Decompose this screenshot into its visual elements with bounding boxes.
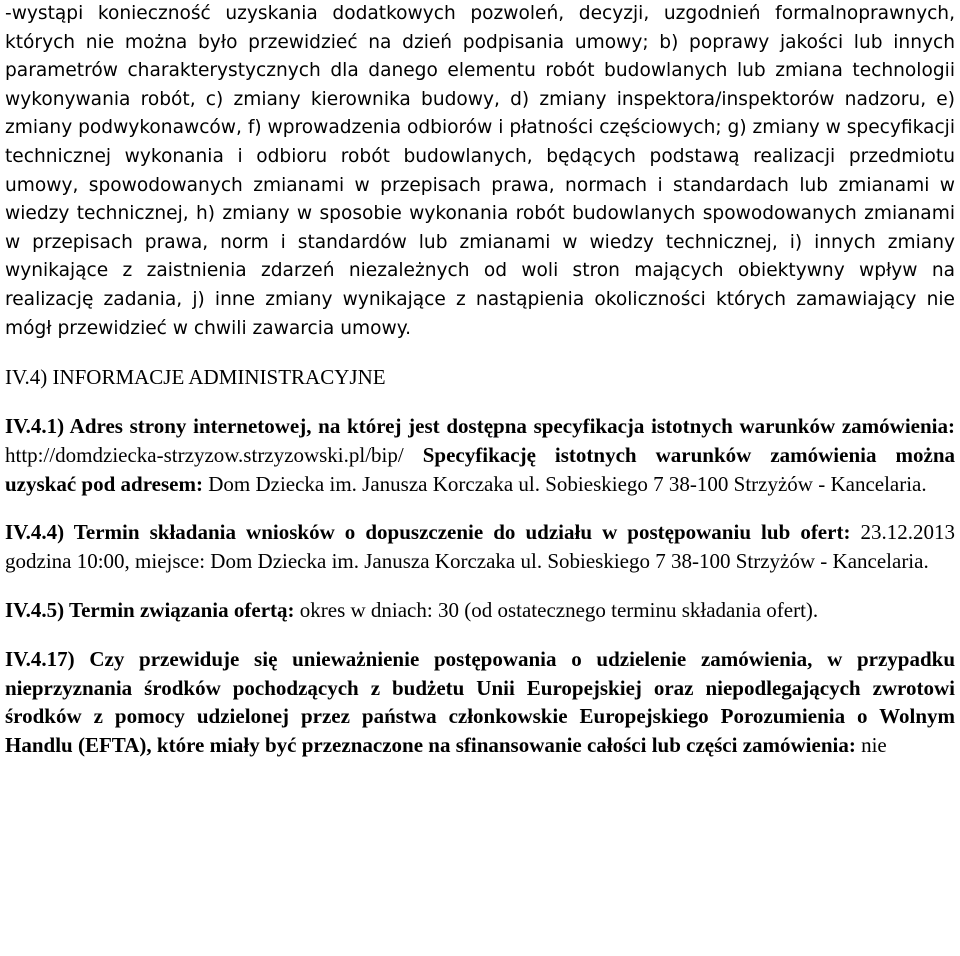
section-iv-4-17 xyxy=(5,645,955,760)
iv-4-17-value: nie xyxy=(861,733,887,758)
section-iv-4-5 xyxy=(5,596,955,625)
section-iv-4-1 xyxy=(5,412,955,498)
iv-4-5-value: okres w dniach: 30 (od ostatecznego terminu składania ofert). xyxy=(299,597,819,622)
iv-4-4-label: IV.4.4) Termin składania wniosków o dopuszczenie do udziału w postępowaniu lub ofert: xyxy=(5,520,851,545)
iv-4-1-label: IV.4.1) Adres strony internetowej, na której jest dostępna specyfikacja istotnych warunków zamówienia: xyxy=(5,413,955,438)
iv-4-1-address: Dom Dziecka im. Janusza Korczaka ul. Sobieskiego 7 38-100 Strzyżów - Kancelaria. xyxy=(208,471,927,496)
iv-4-4-value: 23.12.2013 godzina 10:00, miejsce: Dom Dziecka im. Janusza Korczaka ul. Sobieskiego 7 38-100 Strzyżów - Kancelaria. xyxy=(5,520,955,574)
document-page xyxy=(5,0,955,760)
iv-4-1-label2: Specyfikację istotnych warunków zamówienia można uzyskać pod adresem: xyxy=(5,442,955,496)
section-heading: IV.4) INFORMACJE ADMINISTRACYJNE xyxy=(5,365,386,390)
iv-4-1-url: http://domdziecka-strzyzow.strzyzowski.pl/bip/ xyxy=(5,442,404,467)
intro-paragraph: -wystąpi konieczność uzyskania dodatkowych pozwoleń, decyzji, uzgodnień formalnoprawnych, których nie można było przewidzieć na dzień podpisania umowy; b) poprawy jakości lub innych parametrów charakterystycznych dla danego elementu robót budowlanych lub zmiana technologii wykonywania robót, c) zmiany kierownika budowy, d) zmiany inspektora/inspektorów nadzoru, e) zmiany podwykonawców, f) wprowadzenia odbiorów i płatności częściowych; g) zmiany w specyfikacji technicznej wykonania i odbioru robót budowlanych, będących podstawą realizacji przedmiotu umowy, spowodowanych zmianami w przepisach prawa, normach i standardach lub zmianami w wiedzy technicznej, h) zmiany w sposobie wykonania robót budowlanych spowodowanych zmianami w przepisach prawa, norm i standardów lub zmianami w wiedzy technicznej, i) innych zmiany wynikające z zaistnienia zdarzeń niezależnych od woli stron mających obiektywny wpływ na realizację zadania, j) inne zmiany wynikające z nastąpienia okoliczności których zamawiający nie mógł przewidzieć w chwili zawarcia umowy. xyxy=(5,3,955,339)
section-iv-4-4 xyxy=(5,518,955,576)
iv-4-17-label: IV.4.17) Czy przewiduje się unieważnienie postępowania o udzielenie zamówienia, w przypadku nieprzyznania środków pochodzących z budżetu Unii Europejskiej oraz niepodlegających zwrotowi środków z pomocy udzielonej przez państwa członkowskie Europejskiego Porozumienia o Wolnym Handlu (EFTA), które miały być przeznaczone na sfinansowanie całości lub części zamówienia: xyxy=(5,646,955,758)
iv-4-5-label: IV.4.5) Termin związania ofertą: xyxy=(5,597,295,622)
